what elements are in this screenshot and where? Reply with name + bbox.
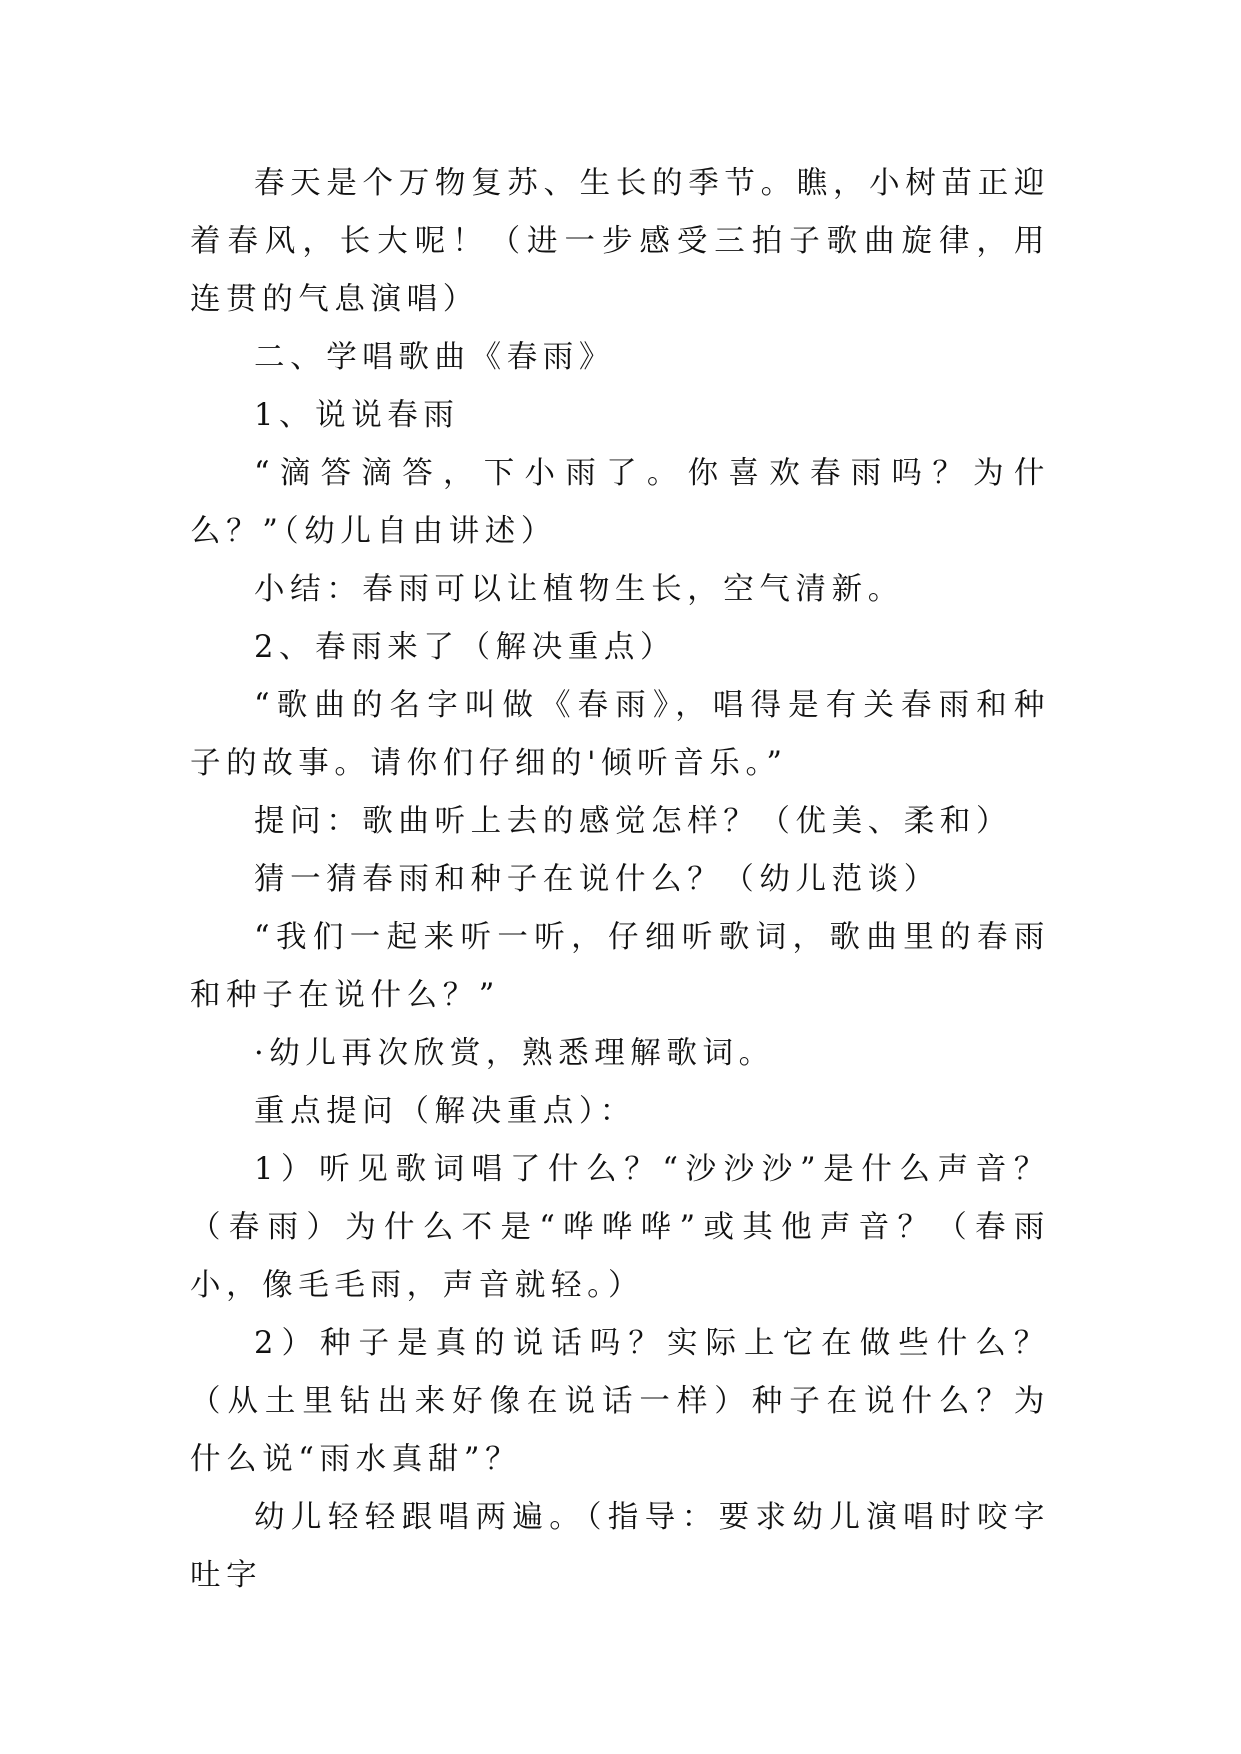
paragraph-appreciate-again: ·幼儿再次欣赏，熟悉理解歌词。 (254, 1036, 775, 1071)
paragraph-summary: 小结：春雨可以让植物生长，空气清新。 (254, 572, 904, 607)
paragraph-sing-along: 幼儿轻轻跟唱两遍。（指导：要求幼儿演唱时咬字吐字 (190, 1500, 1050, 1593)
paragraph-drip-drop-question: “滴答滴答，下小雨了。你喜欢春雨吗？为什么？”（幼儿自由讲述） (190, 456, 1050, 549)
section-heading-learn-song: 二、学唱歌曲《春雨》 (254, 340, 615, 375)
paragraph-key-questions: 重点提问（解决重点）： (254, 1094, 636, 1129)
subheading-talk-spring-rain: 1、说说春雨 (254, 398, 460, 433)
document-page (190, 155, 1050, 1605)
paragraph-spring-growth: 春天是个万物复苏、生长的季节。瞧，小树苗正迎着春风，长大呢！（进一步感受三拍子歌曲旋律，用连贯的气息演唱） (190, 166, 1050, 317)
paragraph-song-intro: “歌曲的名字叫做《春雨》，唱得是有关春雨和种子的故事。请你们仔细的'倾听音乐。” (190, 688, 1050, 781)
paragraph-guess: 猜一猜春雨和种子在说什么？（幼儿范谈） (254, 862, 940, 897)
subheading-spring-rain-comes: 2、春雨来了（解决重点） (254, 630, 677, 665)
paragraph-listen-together: “我们一起来听一听，仔细听歌词，歌曲里的春雨和种子在说什么？” (190, 920, 1050, 1013)
paragraph-question-1: 1）听见歌词唱了什么？“沙沙沙”是什么声音？（春雨）为什么不是“哗哗哗”或其他声音？（春雨小，像毛毛雨，声音就轻。） (190, 1152, 1050, 1303)
paragraph-question-feeling: 提问：歌曲听上去的感觉怎样？（优美、柔和） (254, 804, 1013, 839)
paragraph-question-2: 2）种子是真的说话吗？实际上它在做些什么？（从土里钻出来好像在说话一样）种子在说什么？为什么说“雨水真甜”？ (190, 1326, 1050, 1477)
